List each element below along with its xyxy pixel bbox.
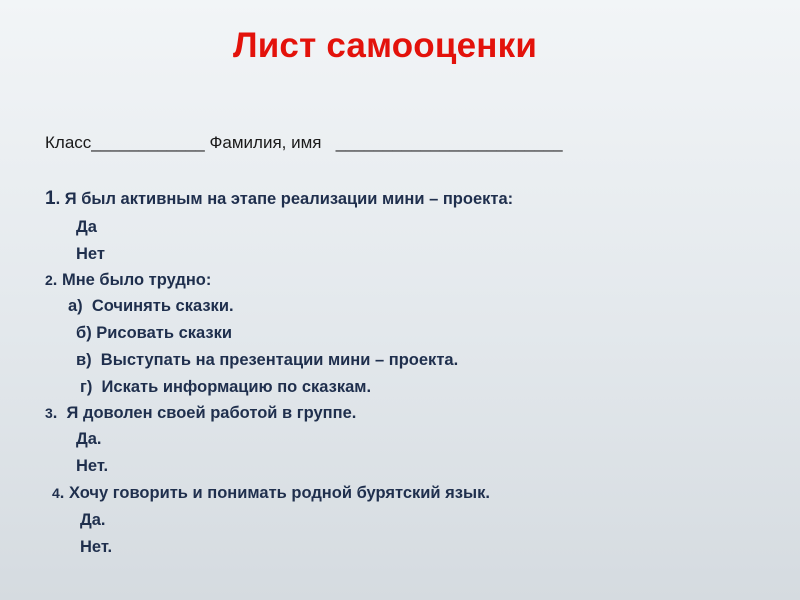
question-3-option-yes: Да.	[76, 430, 102, 448]
question-4-option-yes: Да.	[80, 511, 106, 529]
header-line	[45, 133, 563, 153]
page-title: Лист самооценки	[232, 26, 538, 65]
question-2-text: . Мне было трудно:	[52, 271, 212, 289]
question-2-option-v: в) Выступать на презентации мини – проекта.	[76, 351, 459, 369]
question-4-number: 4	[52, 485, 60, 501]
question-2-number: 2	[45, 272, 53, 288]
question-4-text: . Хочу говорить и понимать родной бурятский язык.	[59, 484, 490, 502]
question-1-number: 1	[45, 188, 56, 209]
question-2	[45, 270, 211, 290]
question-3	[45, 403, 356, 423]
question-2-option-a: а) Сочинять сказки.	[68, 297, 234, 315]
question-3-option-no: Нет.	[76, 457, 109, 475]
name-blank: ________________________	[335, 133, 563, 152]
question-2-option-g: г) Искать информацию по сказкам.	[80, 378, 372, 396]
question-4	[52, 483, 490, 503]
question-1-text: . Я был активным на этапе реализации мини – проекта:	[55, 190, 514, 208]
class-label: Класс	[45, 133, 92, 152]
question-1	[45, 189, 513, 209]
class-blank: ____________	[91, 133, 205, 152]
question-4-option-no: Нет.	[80, 538, 113, 556]
name-label: Фамилия, имя	[209, 133, 322, 152]
question-3-number: 3	[45, 405, 53, 421]
question-1-option-yes: Да	[76, 218, 97, 236]
question-3-text: . Я доволен своей работой в группе.	[52, 404, 357, 422]
question-1-option-no: Нет	[76, 245, 105, 263]
question-2-option-b: б) Рисовать сказки	[76, 324, 233, 342]
